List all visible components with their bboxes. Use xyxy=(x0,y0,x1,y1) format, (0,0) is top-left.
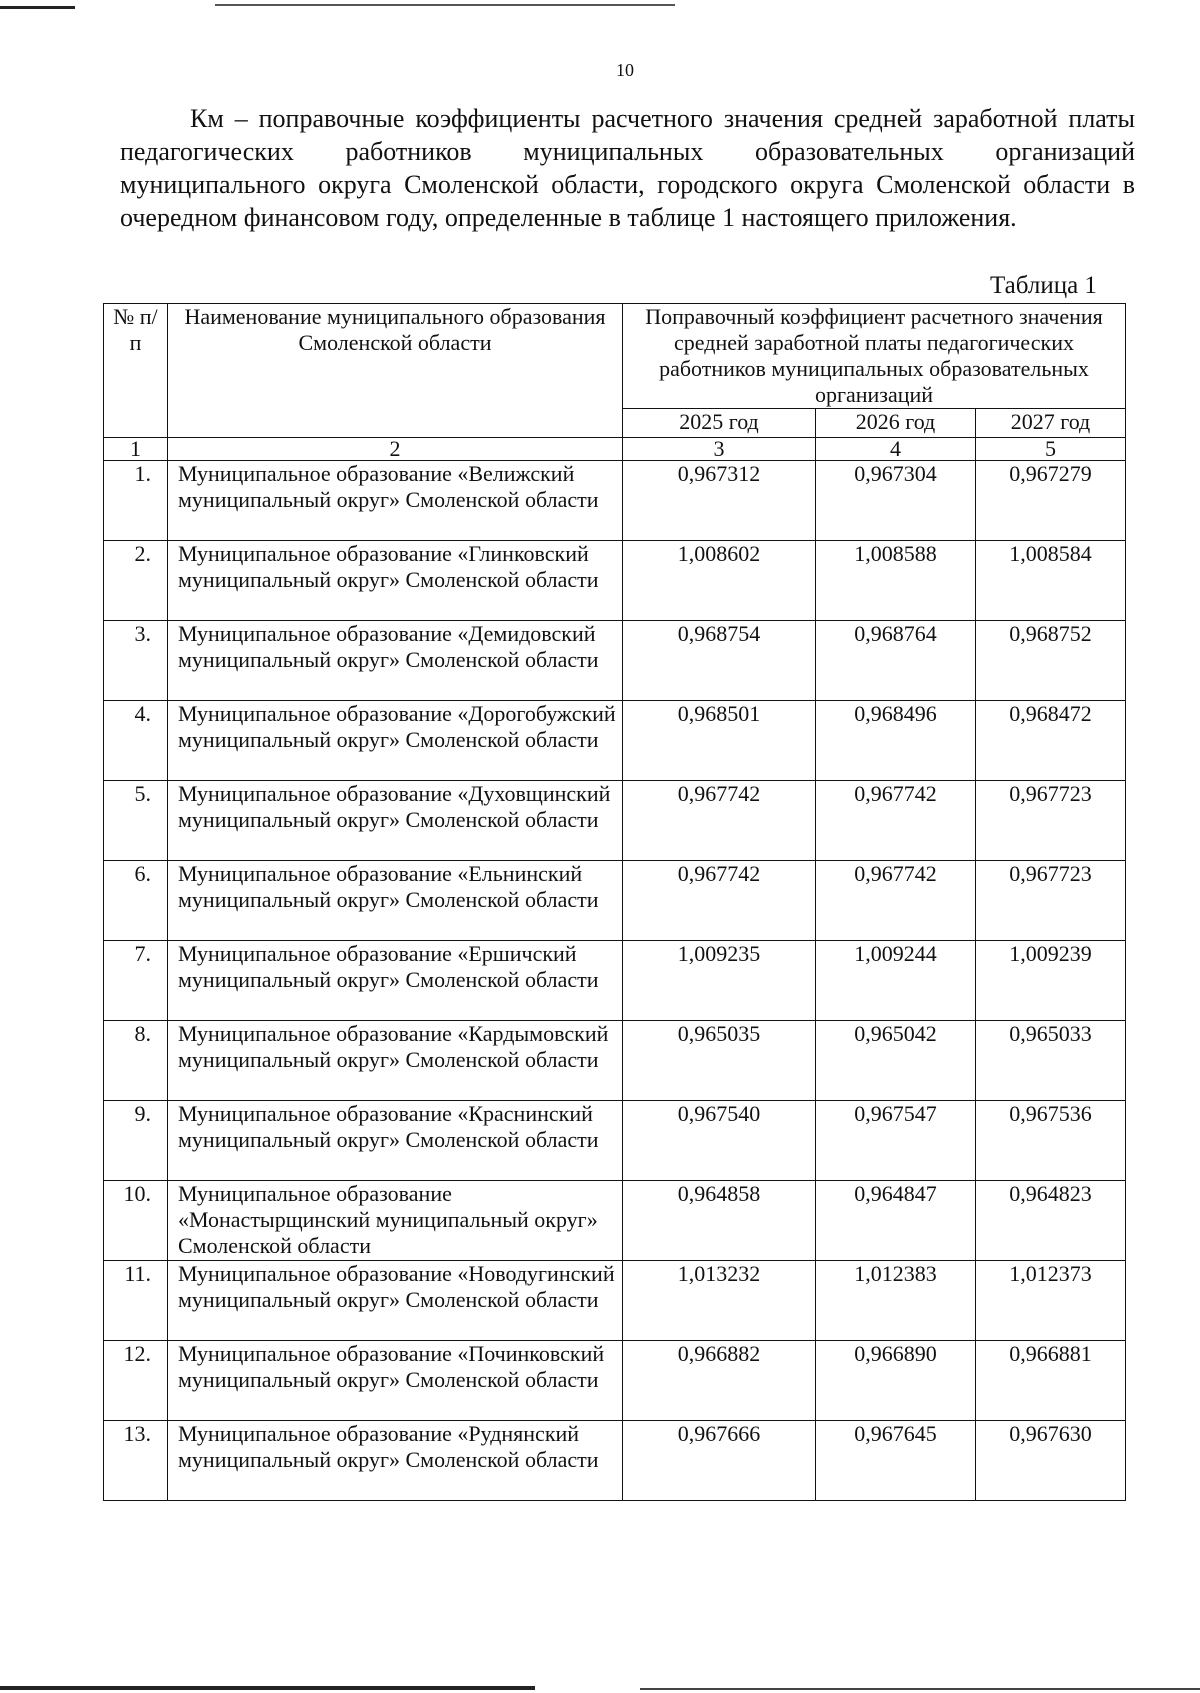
scan-edge-line-bottom-left xyxy=(0,1686,535,1690)
table-caption: Таблица 1 xyxy=(990,272,1097,299)
row-number: 8. xyxy=(104,1021,168,1101)
row-number: 6. xyxy=(104,861,168,941)
coef-2027: 1,008584 xyxy=(976,541,1126,621)
municipality-name: Муниципальное образование «Руднянский муниципальный округ» Смоленской области xyxy=(168,1421,623,1501)
row-number: 3. xyxy=(104,621,168,701)
header-year-2027: 2027 год xyxy=(976,409,1126,438)
column-number-row xyxy=(104,438,1126,461)
table-row xyxy=(104,541,1126,621)
coef-2027: 0,967630 xyxy=(976,1421,1126,1501)
coef-2025: 0,964858 xyxy=(623,1181,816,1261)
coef-2025: 0,967742 xyxy=(623,861,816,941)
coef-2027: 0,967536 xyxy=(976,1101,1126,1181)
column-number: 1 xyxy=(104,438,168,461)
table-row xyxy=(104,781,1126,861)
municipality-name: Муниципальное образование «Глинковский муниципальный округ» Смоленской области xyxy=(168,541,623,621)
table-row xyxy=(104,861,1126,941)
municipality-name: Муниципальное образование «Ершичский муниципальный округ» Смоленской области xyxy=(168,941,623,1021)
municipality-name: Муниципальное образование «Ельнинский муниципальный округ» Смоленской области xyxy=(168,861,623,941)
header-coefficient: Поправочный коэффициент расчетного значения средней заработной платы педагогических работников муниципальных образовательных организаций xyxy=(623,304,1126,409)
coef-2027: 1,009239 xyxy=(976,941,1126,1021)
coef-2026: 0,967547 xyxy=(816,1101,976,1181)
header-year-2025: 2025 год xyxy=(623,409,816,438)
table-row xyxy=(104,1181,1126,1261)
row-number: 12. xyxy=(104,1341,168,1421)
table-body xyxy=(104,461,1126,1501)
row-number: 9. xyxy=(104,1101,168,1181)
coef-2025: 0,967312 xyxy=(623,461,816,541)
coef-2027: 0,967279 xyxy=(976,461,1126,541)
coef-2027: 0,968752 xyxy=(976,621,1126,701)
body-paragraph: Км – поправочные коэффициенты расчетного значения средней заработной платы педагогических работников муниципальных образовательных организаций муниципального округа Смоленской области, городского округа Смоленской области в очередном финансовом году, определенные в таблице 1 настоящего приложения. xyxy=(120,104,1135,232)
row-number: 2. xyxy=(104,541,168,621)
coef-2025: 0,966882 xyxy=(623,1341,816,1421)
row-number: 10. xyxy=(104,1181,168,1261)
coef-2027: 1,012373 xyxy=(976,1261,1126,1341)
municipality-name: Муниципальное образование «Монастырщинский муниципальный округ» Смоленской области xyxy=(168,1181,623,1261)
column-number: 2 xyxy=(168,438,623,461)
page-number: 10 xyxy=(616,60,634,80)
coef-2027: 0,968472 xyxy=(976,701,1126,781)
table-row xyxy=(104,1021,1126,1101)
column-number: 3 xyxy=(623,438,816,461)
row-number: 11. xyxy=(104,1261,168,1341)
table-row xyxy=(104,1261,1126,1341)
header-year-2026: 2026 год xyxy=(816,409,976,438)
coef-2027: 0,967723 xyxy=(976,781,1126,861)
scan-edge-line-top-center xyxy=(215,4,675,6)
coef-2026: 0,967742 xyxy=(816,781,976,861)
coef-2025: 0,968501 xyxy=(623,701,816,781)
row-number: 5. xyxy=(104,781,168,861)
coef-2025: 1,013232 xyxy=(623,1261,816,1341)
column-number: 4 xyxy=(816,438,976,461)
row-number: 1. xyxy=(104,461,168,541)
scan-edge-line-top-left xyxy=(0,6,75,9)
municipality-name: Муниципальное образование «Кардымовский муниципальный округ» Смоленской области xyxy=(168,1021,623,1101)
table-header-row xyxy=(104,304,1126,409)
municipality-name: Муниципальное образование «Духовщинский муниципальный округ» Смоленской области xyxy=(168,781,623,861)
coef-2025: 0,967540 xyxy=(623,1101,816,1181)
table-row xyxy=(104,461,1126,541)
municipality-name: Муниципальное образование «Краснинский муниципальный округ» Смоленской области xyxy=(168,1101,623,1181)
header-number: № п/п xyxy=(104,304,168,438)
coef-2027: 0,965033 xyxy=(976,1021,1126,1101)
coef-2026: 1,008588 xyxy=(816,541,976,621)
coefficient-table xyxy=(103,303,1126,1501)
municipality-name: Муниципальное образование «Демидовский муниципальный округ» Смоленской области xyxy=(168,621,623,701)
coef-2027: 0,964823 xyxy=(976,1181,1126,1261)
coef-2025: 0,965035 xyxy=(623,1021,816,1101)
row-number: 13. xyxy=(104,1421,168,1501)
row-number: 4. xyxy=(104,701,168,781)
coef-2026: 0,968764 xyxy=(816,621,976,701)
municipality-name: Муниципальное образование «Велижский муниципальный округ» Смоленской области xyxy=(168,461,623,541)
coef-2026: 0,967742 xyxy=(816,861,976,941)
table-row xyxy=(104,621,1126,701)
coef-2026: 1,012383 xyxy=(816,1261,976,1341)
municipality-name: Муниципальное образование «Новодугинский муниципальный округ» Смоленской области xyxy=(168,1261,623,1341)
coef-2026: 0,967304 xyxy=(816,461,976,541)
table-row xyxy=(104,1421,1126,1501)
coef-2026: 1,009244 xyxy=(816,941,976,1021)
table-row xyxy=(104,941,1126,1021)
coef-2025: 0,967742 xyxy=(623,781,816,861)
row-number: 7. xyxy=(104,941,168,1021)
coef-2026: 0,965042 xyxy=(816,1021,976,1101)
coef-2026: 0,968496 xyxy=(816,701,976,781)
table-row xyxy=(104,701,1126,781)
coef-2026: 0,966890 xyxy=(816,1341,976,1421)
municipality-name: Муниципальное образование «Дорогобужский муниципальный округ» Смоленской области xyxy=(168,701,623,781)
table-row xyxy=(104,1101,1126,1181)
coef-2026: 0,967645 xyxy=(816,1421,976,1501)
municipality-name: Муниципальное образование «Починковский муниципальный округ» Смоленской области xyxy=(168,1341,623,1421)
coef-2025: 1,009235 xyxy=(623,941,816,1021)
column-number: 5 xyxy=(976,438,1126,461)
coef-2027: 0,967723 xyxy=(976,861,1126,941)
coef-2025: 0,968754 xyxy=(623,621,816,701)
coef-2025: 1,008602 xyxy=(623,541,816,621)
coef-2026: 0,964847 xyxy=(816,1181,976,1261)
coef-2027: 0,966881 xyxy=(976,1341,1126,1421)
table-row xyxy=(104,1341,1126,1421)
coef-2025: 0,967666 xyxy=(623,1421,816,1501)
scan-edge-line-bottom-right xyxy=(640,1688,1200,1690)
header-municipality-name: Наименование муниципального образования Смоленской области xyxy=(168,304,623,438)
